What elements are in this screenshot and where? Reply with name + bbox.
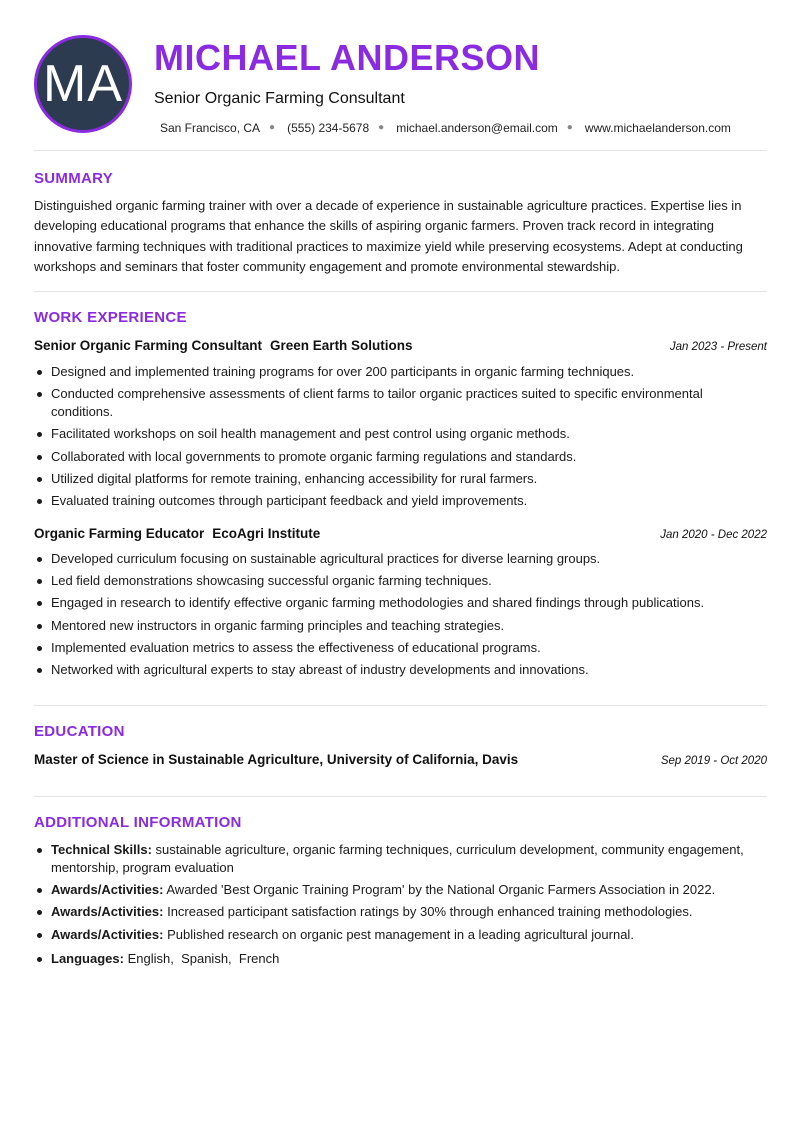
job-dates: Jan 2023 - Present: [669, 341, 767, 353]
list-item: [34, 926, 767, 944]
job-role: Senior Organic Farming Consultant: [34, 338, 263, 353]
list-item: [34, 841, 767, 877]
job-dates: Jan 2020 - Dec 2022: [660, 529, 767, 541]
item-text: Awarded 'Best Organic Training Program' by the National Organic Farmers Association in 2022.: [166, 882, 716, 898]
list-item: Facilitated workshops on soil health management and pest control using organic methods.: [34, 425, 767, 443]
item-label: Awards/Activities:: [51, 926, 164, 942]
item-text: English, Spanish, French: [127, 950, 280, 966]
list-item: [34, 903, 767, 921]
contact-email[interactable]: michael.anderson@email.com: [396, 121, 558, 135]
separator-dot-icon: ●: [269, 122, 276, 133]
job-company: Green Earth Solutions: [270, 338, 413, 353]
summary-heading: SUMMARY: [34, 170, 114, 187]
item-label: Awards/Activities:: [51, 904, 164, 920]
work-experience-heading: WORK EXPERIENCE: [34, 309, 187, 326]
section-divider: [34, 291, 767, 292]
list-item: [34, 950, 767, 968]
item-text: sustainable agriculture, organic farming techniques, curriculum development, community engagement, mentorship, program evaluation: [51, 842, 744, 875]
avatar-initials: MA: [43, 55, 123, 113]
job-header: [34, 525, 767, 544]
separator-dot-icon: ●: [566, 122, 573, 133]
section-divider: [34, 796, 767, 797]
job-title-line: [34, 337, 413, 355]
avatar: [34, 35, 132, 133]
contact-phone: (555) 234-5678: [287, 121, 370, 135]
separator-dot-icon: ●: [378, 122, 385, 133]
list-item: Networked with agricultural experts to stay abreast of industry developments and innovations.: [34, 661, 767, 679]
contact-website[interactable]: www.michaelanderson.com: [584, 121, 731, 135]
section-divider: [34, 150, 767, 151]
job-title-line: [34, 525, 320, 543]
job-bullet-list: [34, 363, 767, 514]
summary-text: Distinguished organic farming trainer with over a decade of experience in sustainable agriculture practices. Expertise lies in developing educational programs that enhance the skills of aspiring organic farmers. Proven track record in integrating innovative farming techniques with traditional practices to maximize yield while preserving ecosystems. Adept at conducting workshops and seminars that foster community engagement and promote environmental stewardship.: [34, 198, 743, 274]
section-divider: [34, 705, 767, 706]
job-header: [34, 337, 767, 356]
item-label: Technical Skills:: [51, 842, 152, 857]
list-item: Evaluated training outcomes through participant feedback and yield improvements.: [34, 492, 767, 510]
item-label: Languages:: [51, 950, 124, 966]
list-item: Conducted comprehensive assessments of client farms to tailor organic practices suited to specific environmental conditions.: [34, 385, 767, 421]
list-item: Utilized digital platforms for remote training, enhancing accessibility for rural farmers.: [34, 470, 767, 488]
additional-info-list: [34, 841, 767, 972]
job-role: Organic Farming Educator: [34, 526, 205, 541]
education-entry: [34, 751, 767, 770]
list-item: [34, 881, 767, 899]
list-item: Designed and implemented training programs for over 200 participants in organic farming techniques.: [34, 363, 767, 381]
education-dates: Sep 2019 - Oct 2020: [660, 755, 767, 767]
list-item: Led field demonstrations showcasing successful organic farming techniques.: [34, 572, 767, 590]
contact-location: San Francisco, CA: [160, 121, 261, 135]
list-item: Engaged in research to identify effective organic farming methodologies and shared findings through publications.: [34, 594, 767, 612]
job-bullet-list: [34, 550, 767, 683]
candidate-title: Senior Organic Farming Consultant: [154, 90, 405, 107]
list-item: Developed curriculum focusing on sustainable agricultural practices for diverse learning groups.: [34, 550, 767, 568]
candidate-name: MICHAEL ANDERSON: [154, 37, 541, 78]
item-label: Awards/Activities:: [51, 882, 164, 898]
list-item: Implemented evaluation metrics to assess the effectiveness of educational programs.: [34, 639, 767, 657]
additional-info-heading: ADDITIONAL INFORMATION: [34, 814, 242, 831]
job-company: EcoAgri Institute: [212, 526, 321, 541]
list-item: Collaborated with local governments to promote organic farming regulations and standards.: [34, 448, 767, 466]
contact-line: [160, 120, 731, 136]
item-text: Published research on organic pest management in a leading agricultural journal.: [167, 926, 634, 942]
item-text: Increased participant satisfaction ratings by 30% through enhanced training methodologies.: [167, 904, 693, 920]
education-degree: Master of Science in Sustainable Agriculture, University of California, Davis: [34, 752, 519, 767]
list-item: Mentored new instructors in organic farming principles and teaching strategies.: [34, 617, 767, 635]
education-heading: EDUCATION: [34, 723, 125, 740]
